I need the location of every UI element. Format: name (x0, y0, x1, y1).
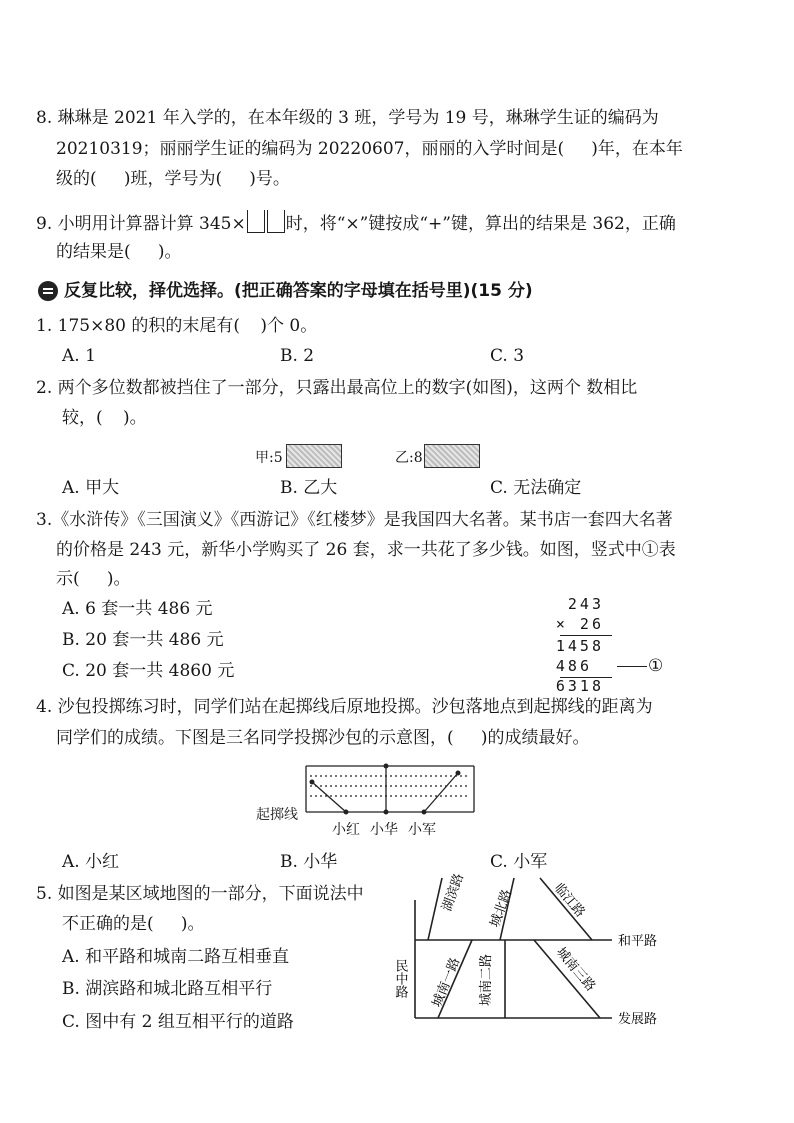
choice-3-option-b: B. 20 套一共 486 元 (62, 630, 224, 650)
choice-2-option-a: A. 甲大 (62, 478, 120, 498)
chengnan3-road-label: 城南三路 (552, 944, 598, 995)
choice-3-line-3-tail: )。 (106, 569, 131, 589)
q9-line-1-tail: 时，将“×”键按成“+”键，算出的结果是 362，正确 (285, 214, 676, 234)
q8-line-3-tail: )号。 (249, 169, 290, 189)
choice-5-line-2-text: 不正确的是( (62, 914, 154, 934)
q8-line-2-text: 20210319；丽丽学生证的编码为 20220607，丽丽的入学时间是( (56, 139, 565, 159)
choice-2-line-1: 2. 两个多位数都被挡住了一部分，只露出最高位上的数字(如图)，这两个 数相比 (36, 378, 638, 398)
chengbei-road-label: 城北路 (487, 887, 516, 930)
choice-5-option-b: B. 湖滨路和城北路互相平行 (62, 979, 273, 999)
throw-line-label: 起掷线 (256, 807, 298, 823)
calc-multiplicand: 243 (567, 595, 604, 613)
choice-1-stem-tail: )个 0。 (260, 316, 318, 336)
choice-1-option-a: A. 1 (62, 346, 96, 366)
q8-line-1: 8. 琳琳是 2021 年入学的，在本年级的 3 班，学号为 19 号，琳琳学生证的编码为 (36, 108, 659, 128)
choice-3-line-2: 的价格是 243 元，新华小学购买了 26 套，求一共花了多少钱。如图，竖式中①表 (56, 540, 676, 560)
student-xiaohong-label: 小红 (332, 822, 360, 838)
q9-line-2-tail: )。 (157, 242, 182, 262)
student-xiaojun-label: 小军 (408, 822, 436, 838)
calc-partial-2: 486 (555, 657, 592, 675)
q8-class-prefix: 级的( (56, 169, 97, 189)
q9-line-1-text: 9. 小明用计算器计算 345× (36, 214, 246, 234)
calc-multiplier: × 26 (555, 615, 604, 633)
choice-5-option-a: A. 和平路和城南二路互相垂直 (62, 947, 290, 967)
q9-line-2-text: 的结果是( (56, 242, 131, 262)
choice-2-option-c: C. 无法确定 (490, 478, 582, 498)
number-yi-label: 乙:8 (395, 450, 423, 466)
choice-4-option-a: A. 小红 (62, 852, 120, 872)
choice-4-line-2-tail: )的成绩最好。 (480, 728, 590, 748)
choice-2-line-2-tail: )。 (123, 408, 147, 428)
choice-4-option-b: B. 小华 (280, 852, 338, 872)
choice-1-option-c: C. 3 (490, 346, 525, 366)
choice-3-option-c: C. 20 套一共 4860 元 (62, 661, 235, 681)
chengnan1-road-label: 城南一路 (429, 955, 464, 1010)
choice-3-line-1: 3.《水浒传》《三国演义》《西游记》《红楼梦》是我国四大名著。某书店一套四大名著 (36, 510, 673, 530)
choice-2-line-2-text: 较，( (62, 408, 103, 428)
calc-partial-1: 1458 (555, 637, 604, 655)
calc-product: 6318 (555, 677, 604, 695)
number-jia-label: 甲:5 (255, 450, 283, 466)
choice-5-line-1: 5. 如图是某区域地图的一部分，下面说法中 (36, 884, 364, 904)
linjiang-road-label: 临江路 (550, 880, 588, 921)
choice-4-line-1: 4. 沙包投掷练习时，同学们站在起掷线后原地投掷。沙包落地点到起掷线的距离为 (36, 697, 653, 717)
heping-road-label: 和平路 (618, 934, 658, 949)
choice-4-line-2-text: 同学们的成绩。下图是三名同学投掷沙包的示意图，( (56, 728, 454, 748)
hubin-road-label: 湖滨路 (439, 871, 468, 914)
choice-1-option-b: B. 2 (280, 346, 315, 366)
q8-line-2-tail: )年，在本年 (591, 139, 683, 159)
section-title: 反复比较，择优选择。(把正确答案的字母填在括号里)(15 分) (64, 281, 533, 301)
choice-5-option-c: C. 图中有 2 组互相平行的道路 (62, 1012, 294, 1032)
choice-1-stem-text: 1. 175×80 的积的末尾有( (36, 316, 240, 336)
choice-4-option-c: C. 小军 (490, 852, 548, 872)
q8-number-prefix: )班，学号为( (123, 169, 223, 189)
choice-5-line-2-tail: )。 (180, 914, 205, 934)
fazhan-road-label: 发展路 (618, 1012, 658, 1027)
choice-2-option-b: B. 乙大 (280, 478, 338, 498)
choice-3-option-a: A. 6 套一共 486 元 (62, 599, 213, 619)
student-xiaohua-label: 小华 (370, 822, 398, 838)
choice-3-line-3-text: 示( (56, 569, 80, 589)
minzhong-road-label: 民中路 (392, 959, 408, 998)
chengnan2-road-label: 城南二路 (479, 953, 494, 1006)
calc-marker: ① (648, 656, 664, 676)
